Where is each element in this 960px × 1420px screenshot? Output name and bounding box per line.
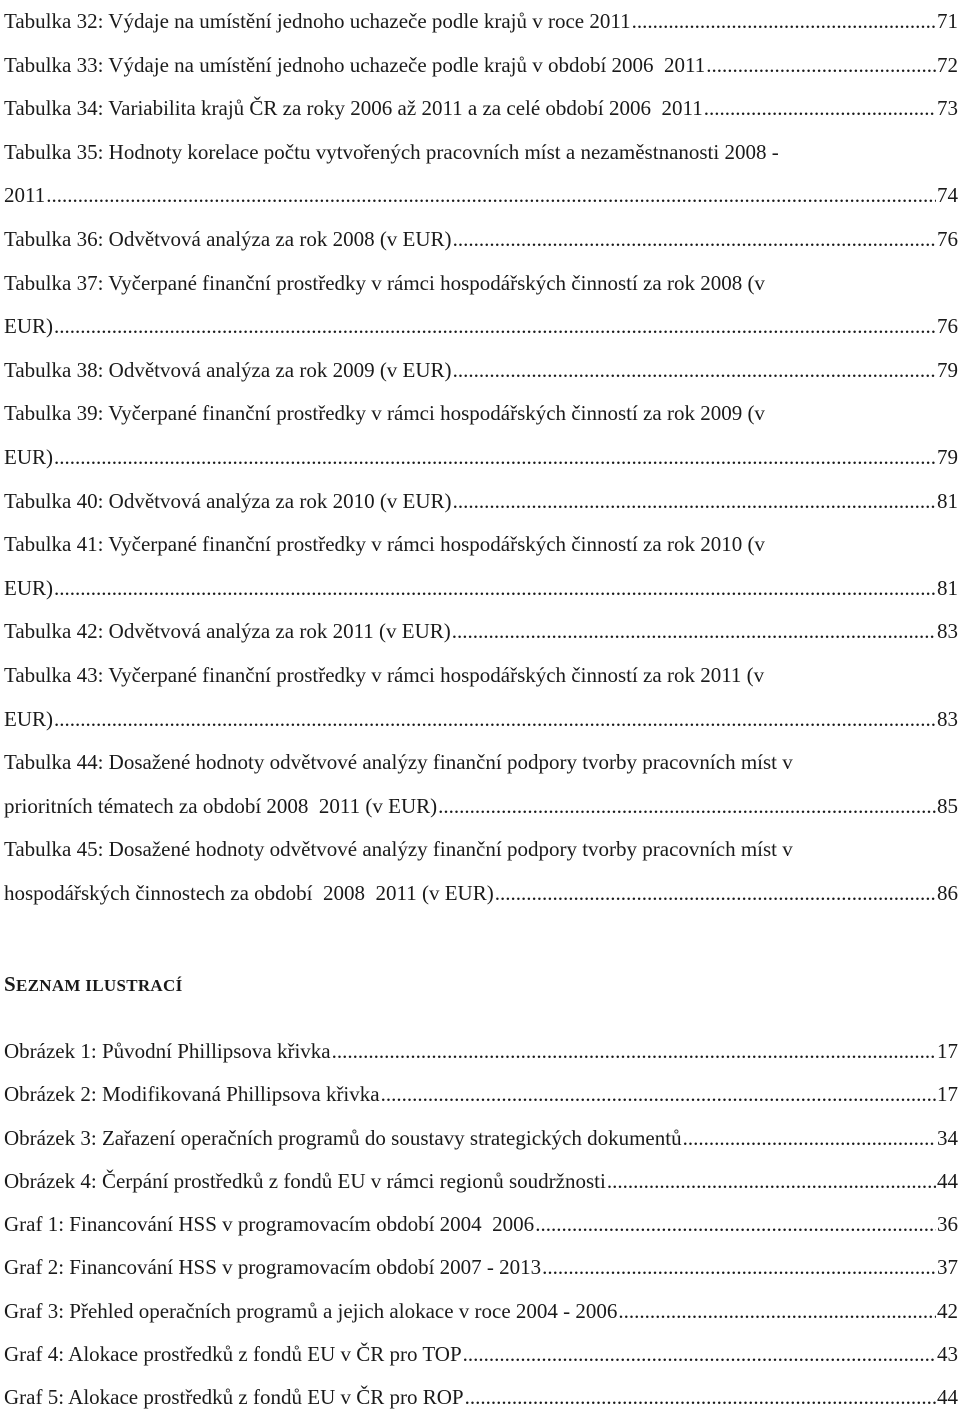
toc-entry-obrazek-1[interactable]: [4, 1030, 958, 1073]
entry-text-cont: EUR): [4, 575, 53, 600]
toc-entry-obrazek-4[interactable]: [4, 1160, 958, 1203]
page-number: 34: [937, 1125, 958, 1150]
toc-entry-tabulka-32[interactable]: [4, 0, 958, 44]
toc-entry-tabulka-43[interactable]: [4, 654, 958, 741]
toc-entry-tabulka-41[interactable]: [4, 523, 958, 610]
toc-entry-tabulka-40[interactable]: [4, 480, 958, 524]
entry-text: Obrázek 1: Původní Phillipsova křivka: [4, 1039, 331, 1063]
entry-text: Tabulka 37: Vyčerpané finanční prostředky v rámci hospodářských činností za rok 2008 (v: [4, 270, 765, 295]
toc-entry-tabulka-42[interactable]: [4, 610, 958, 654]
page-number: 44: [937, 1168, 958, 1193]
toc-entry-obrazek-3[interactable]: [4, 1117, 958, 1160]
toc-entry-tabulka-34[interactable]: [4, 87, 958, 131]
heading-initial: S: [4, 972, 16, 996]
entry-text: Tabulka 42: Odvětvová analýza za rok 2011 (v EUR): [4, 619, 451, 644]
page-number: 72: [937, 52, 958, 77]
page-number: 83: [937, 706, 958, 731]
page-number: 86: [937, 880, 958, 905]
page-number: 76: [937, 314, 958, 339]
page-number: 17: [937, 1082, 958, 1107]
entry-text: Tabulka 41: Vyčerpané finanční prostředky v rámci hospodářských činností za rok 2010 (v: [4, 532, 765, 557]
page-number: 81: [937, 575, 958, 600]
page-number: 85: [937, 793, 958, 818]
entry-text-cont: EUR): [4, 444, 53, 469]
entry-text-cont: EUR): [4, 706, 53, 731]
page-number: 81: [937, 488, 958, 513]
toc-entry-tabulka-33[interactable]: [4, 44, 958, 88]
entry-text: Tabulka 35: Hodnoty korelace počtu vytvořených pracovních míst a nezaměstnanosti 2008 -: [4, 139, 779, 164]
page-number: 83: [937, 619, 958, 644]
toc-entry-tabulka-36[interactable]: [4, 218, 958, 262]
entry-text: Graf 1: Financování HSS v programovacím období 2004 2006: [4, 1212, 535, 1237]
entry-text: Tabulka 33: Výdaje na umístění jednoho uchazeče podle krajů v období 2006 2011: [4, 52, 706, 77]
toc-entry-graf-3[interactable]: [4, 1290, 958, 1333]
entry-text: Graf 5: Alokace prostředků z fondů EU v ČR pro ROP: [4, 1385, 464, 1410]
entry-text-cont: hospodářských činnostech za období 2008 2011 (v EUR): [4, 880, 494, 905]
entry-text: Tabulka 38: Odvětvová analýza za rok 2009 (v EUR): [4, 357, 452, 382]
page-number: 74: [937, 183, 958, 208]
toc-entry-tabulka-39[interactable]: [4, 392, 958, 479]
page-number: 44: [937, 1385, 958, 1410]
table-list: [4, 0, 958, 915]
entry-text: Tabulka 34: Variabilita krajů ČR za roky 2006 až 2011 a za celé období 2006 2011: [4, 96, 703, 121]
entry-text: Tabulka 40: Odvětvová analýza za rok 2010 (v EUR): [4, 488, 452, 513]
entry-text: Graf 3: Přehled operačních programů a jejich alokace v roce 2004 - 2006: [4, 1298, 618, 1323]
toc-entry-graf-4[interactable]: [4, 1333, 958, 1376]
entry-text: Tabulka 36: Odvětvová analýza za rok 2008 (v EUR): [4, 226, 452, 251]
entry-text-cont: EUR): [4, 314, 53, 339]
page-number: 43: [937, 1342, 958, 1367]
entry-text: Tabulka 43: Vyčerpané finanční prostředky v rámci hospodářských činností za rok 2011 (v: [4, 662, 765, 687]
entry-text: Obrázek 2: Modifikovaná Phillipsova křivka: [4, 1082, 380, 1107]
page-number: 42: [937, 1298, 958, 1323]
page-number: 79: [937, 444, 958, 469]
entry-text: Graf 2: Financování HSS v programovacím období 2007 - 2013: [4, 1255, 542, 1280]
toc-entry-tabulka-45[interactable]: [4, 828, 958, 915]
page-number: 79: [937, 357, 958, 382]
toc-entry-tabulka-35[interactable]: [4, 131, 958, 218]
page-number: 36: [937, 1212, 958, 1237]
entry-text: Tabulka 39: Vyčerpané finanční prostředky v rámci hospodářských činností za rok 2009 (v: [4, 401, 765, 426]
page-number: 76: [937, 226, 958, 251]
entry-text: Obrázek 3: Zařazení operačních programů do soustavy strategických dokumentů: [4, 1125, 682, 1150]
entry-text: Tabulka 32: Výdaje na umístění jednoho uchazeče podle krajů v roce 2011: [4, 9, 631, 33]
toc-entry-graf-2[interactable]: [4, 1246, 958, 1289]
heading-rest: EZNAM ILUSTRACÍ: [15, 976, 183, 995]
toc-entry-obrazek-2[interactable]: [4, 1073, 958, 1116]
entry-text: Tabulka 45: Dosažené hodnoty odvětvové analýzy finanční podpory tvorby pracovních míst v: [4, 837, 793, 862]
toc-entry-graf-1[interactable]: [4, 1203, 958, 1246]
toc-entry-tabulka-37[interactable]: [4, 262, 958, 349]
entry-text-cont: 2011: [4, 183, 46, 208]
toc-entry-tabulka-44[interactable]: [4, 741, 958, 828]
toc-entry-tabulka-38[interactable]: [4, 349, 958, 393]
page-number: 37: [937, 1255, 958, 1280]
entry-text: Graf 4: Alokace prostředků z fondů EU v ČR pro TOP: [4, 1342, 462, 1367]
page-number: 17: [937, 1039, 958, 1063]
illustration-list: [4, 1030, 958, 1420]
entry-text: Obrázek 4: Čerpání prostředků z fondů EU v rámci regionů soudržnosti: [4, 1168, 606, 1193]
entry-text: Tabulka 44: Dosažené hodnoty odvětvové analýzy finanční podpory tvorby pracovních míst v: [4, 750, 793, 775]
page-number: 73: [937, 96, 958, 121]
entry-text-cont: prioritních tématech za období 2008 2011 (v EUR): [4, 793, 438, 818]
section-heading: [4, 972, 182, 997]
toc-entry-graf-5[interactable]: [4, 1376, 958, 1419]
page-number: 71: [937, 9, 958, 33]
